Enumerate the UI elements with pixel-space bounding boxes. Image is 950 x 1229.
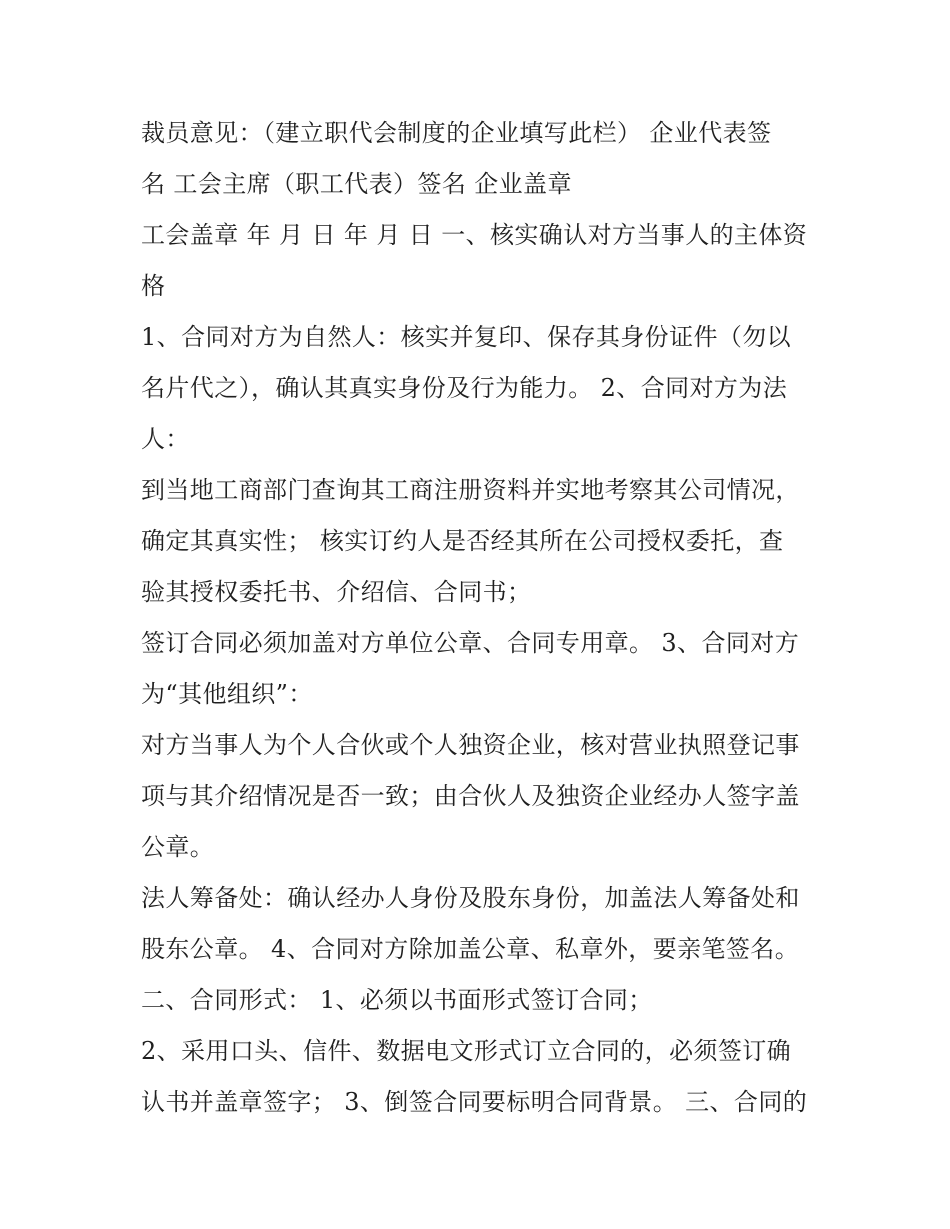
text-line: 名片代之），确认其真实身份及行为能力。 2、合同对方为法	[141, 374, 788, 402]
text-line: 裁员意见：（建立职代会制度的企业填写此栏） 企业代表签	[141, 119, 772, 147]
text-line: 认书并盖章签字； 3、倒签合同要标明合同背景。 三、合同的	[141, 1088, 808, 1116]
document-body	[141, 108, 831, 1128]
text-line: 对方当事人为个人合伙或个人独资企业，核对营业执照登记事	[141, 731, 800, 759]
text-line: 二、合同形式： 1、必须以书面形式签订合同；	[141, 986, 653, 1014]
text-line: 确定其真实性； 核实订约人是否经其所在公司授权委托，查	[141, 527, 784, 555]
text-line: 为“其他组织”：	[141, 680, 313, 708]
text-line: 验其授权委托书、介绍信、合同书；	[141, 578, 532, 606]
text-line: 1、合同对方为自然人：核实并复印、保存其身份证件（勿以	[141, 323, 792, 351]
text-line: 公章。	[141, 833, 215, 861]
text-line: 签订合同必须加盖对方单位公章、合同专用章。 3、合同对方	[141, 629, 800, 657]
text-line: 人：	[141, 425, 190, 453]
text-line: 法人筹备处：确认经办人身份及股东身份，加盖法人筹备处和	[141, 884, 800, 912]
text-line: 工会盖章 年 月 日 年 月 日 一、核实确认对方当事人的主体资	[141, 221, 808, 249]
text-line: 2、采用口头、信件、数据电文形式订立合同的，必须签订确	[141, 1037, 792, 1065]
text-line: 名 工会主席（职工代表）签名 企业盖章	[141, 170, 572, 198]
text-line: 股东公章。 4、合同对方除加盖公章、私章外，要亲笔签名。	[141, 935, 800, 963]
text-line: 项与其介绍情况是否一致；由合伙人及独资企业经办人签字盖	[141, 782, 800, 810]
text-line: 格	[141, 272, 166, 300]
text-line: 到当地工商部门查询其工商注册资料并实地考察其公司情况，	[141, 476, 800, 504]
